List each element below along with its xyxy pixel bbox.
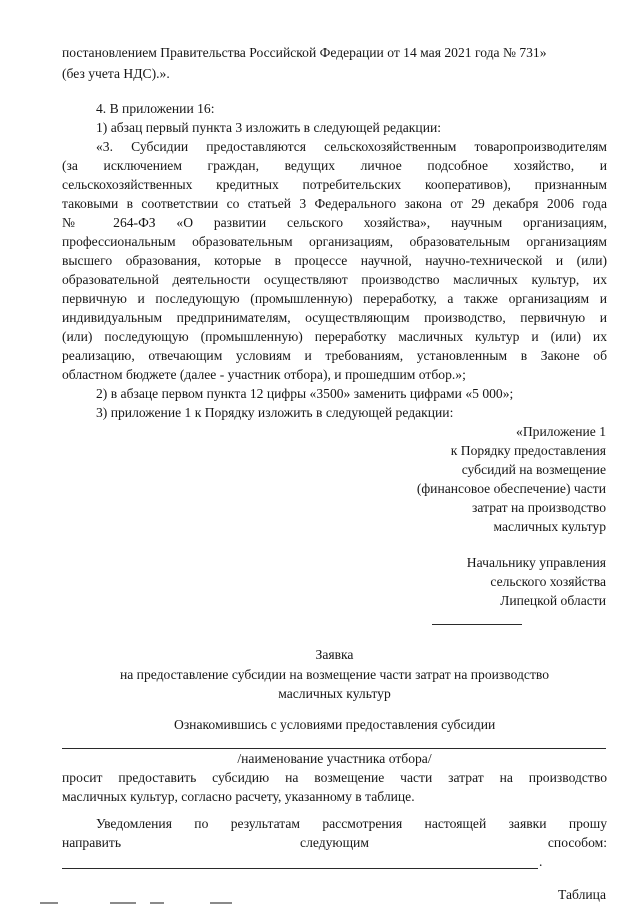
text-line: постановлением Правительства Российской Федерации от 14 мая 2021 года № 731» [62,45,547,60]
text-line: 1) абзац первый пункта 3 изложить в следующей редакции: [96,120,442,135]
scan-artifact [110,902,136,904]
application-subtitle: на предоставление субсидии на возмещение части затрат на производство [119,667,550,682]
section-heading: 4. В приложении 16: [96,101,215,116]
text-line: . [539,854,543,869]
annex-line: (финансовое обеспечение) части [416,481,606,496]
text-line: (за исключением граждан, ведущих личное подсобное хозяйство, и [62,158,607,173]
text-line: просит предоставить субсидию на возмещение части затрат на производство [62,770,607,785]
text-line: Уведомления по результатам рассмотрения настоящей заявки прошу [96,816,607,831]
text-line: реализацию, отвечающим условиям и требованиям, установленным в Законе об [62,348,607,363]
text-line: (без учета НДС).». [62,66,170,81]
application-subtitle: масличных культур [278,686,391,701]
addressee-line: Начальнику управления [466,555,606,570]
annex-line: масличных культур [493,519,606,534]
text-line: индивидуальным предпринимателям, осуществляющим производство, первичную и [62,310,607,325]
text-line: высшего образования, которые в процессе научной, научно-технической и (или) [62,253,607,268]
addressee-line: сельского хозяйства [490,574,606,589]
application-title: Заявка [315,647,354,662]
annex-line: затрат на производство [472,500,606,515]
participant-name-underline [62,748,606,749]
annex-line: к Порядку предоставления [450,443,606,458]
text-line: первичную и последующую (промышленную) переработку, а также организациям и [62,291,607,306]
scan-artifact [40,902,58,904]
addressee-line: Липецкой области [500,593,606,608]
scan-artifact [210,902,232,904]
annex-line: субсидий на возмещение [461,462,606,477]
text-line: образовательной деятельности осуществляют производство масличных культур, их [62,272,607,287]
table-caption: Таблица [558,887,606,902]
text-line: областном бюджете (далее - участник отбора), и прошедшим отбор.»; [62,367,466,382]
text-line: (или) последующую (промышленную) переработку масличных культур и (или) их [62,329,607,344]
text-line: 2) в абзаце первом пункта 12 цифры «3500» заменить цифрами «5 000»; [96,386,514,401]
text-line: сельскохозяйственных кредитных потребительских кооперативов), признанным [62,177,607,192]
signature-underline [432,624,522,625]
text-line: «3. Субсидии предоставляются сельскохозяйственным товаропроизводителям [96,139,607,154]
scan-artifact [150,902,164,904]
delivery-method-underline [62,868,538,869]
text-line: Ознакомившись с условиями предоставления субсидии [174,717,496,732]
text-line: 3) приложение 1 к Порядку изложить в следующей редакции: [96,405,454,420]
field-caption: /наименование участника отбора/ [237,751,432,766]
text-line: масличных культур, согласно расчету, указанному в таблице. [62,789,415,804]
annex-line: «Приложение 1 [516,424,606,439]
text-line: таковыми в соответствии со статьей 3 Федерального закона от 29 декабря 2006 года [62,196,607,211]
text-line: № 264-ФЗ «О развитии сельского хозяйства», научным организациям, [62,215,607,230]
text-line: профессиональным образовательным организациям, образовательным организациям [62,234,607,249]
text-line: направить следующим способом: [62,835,607,850]
